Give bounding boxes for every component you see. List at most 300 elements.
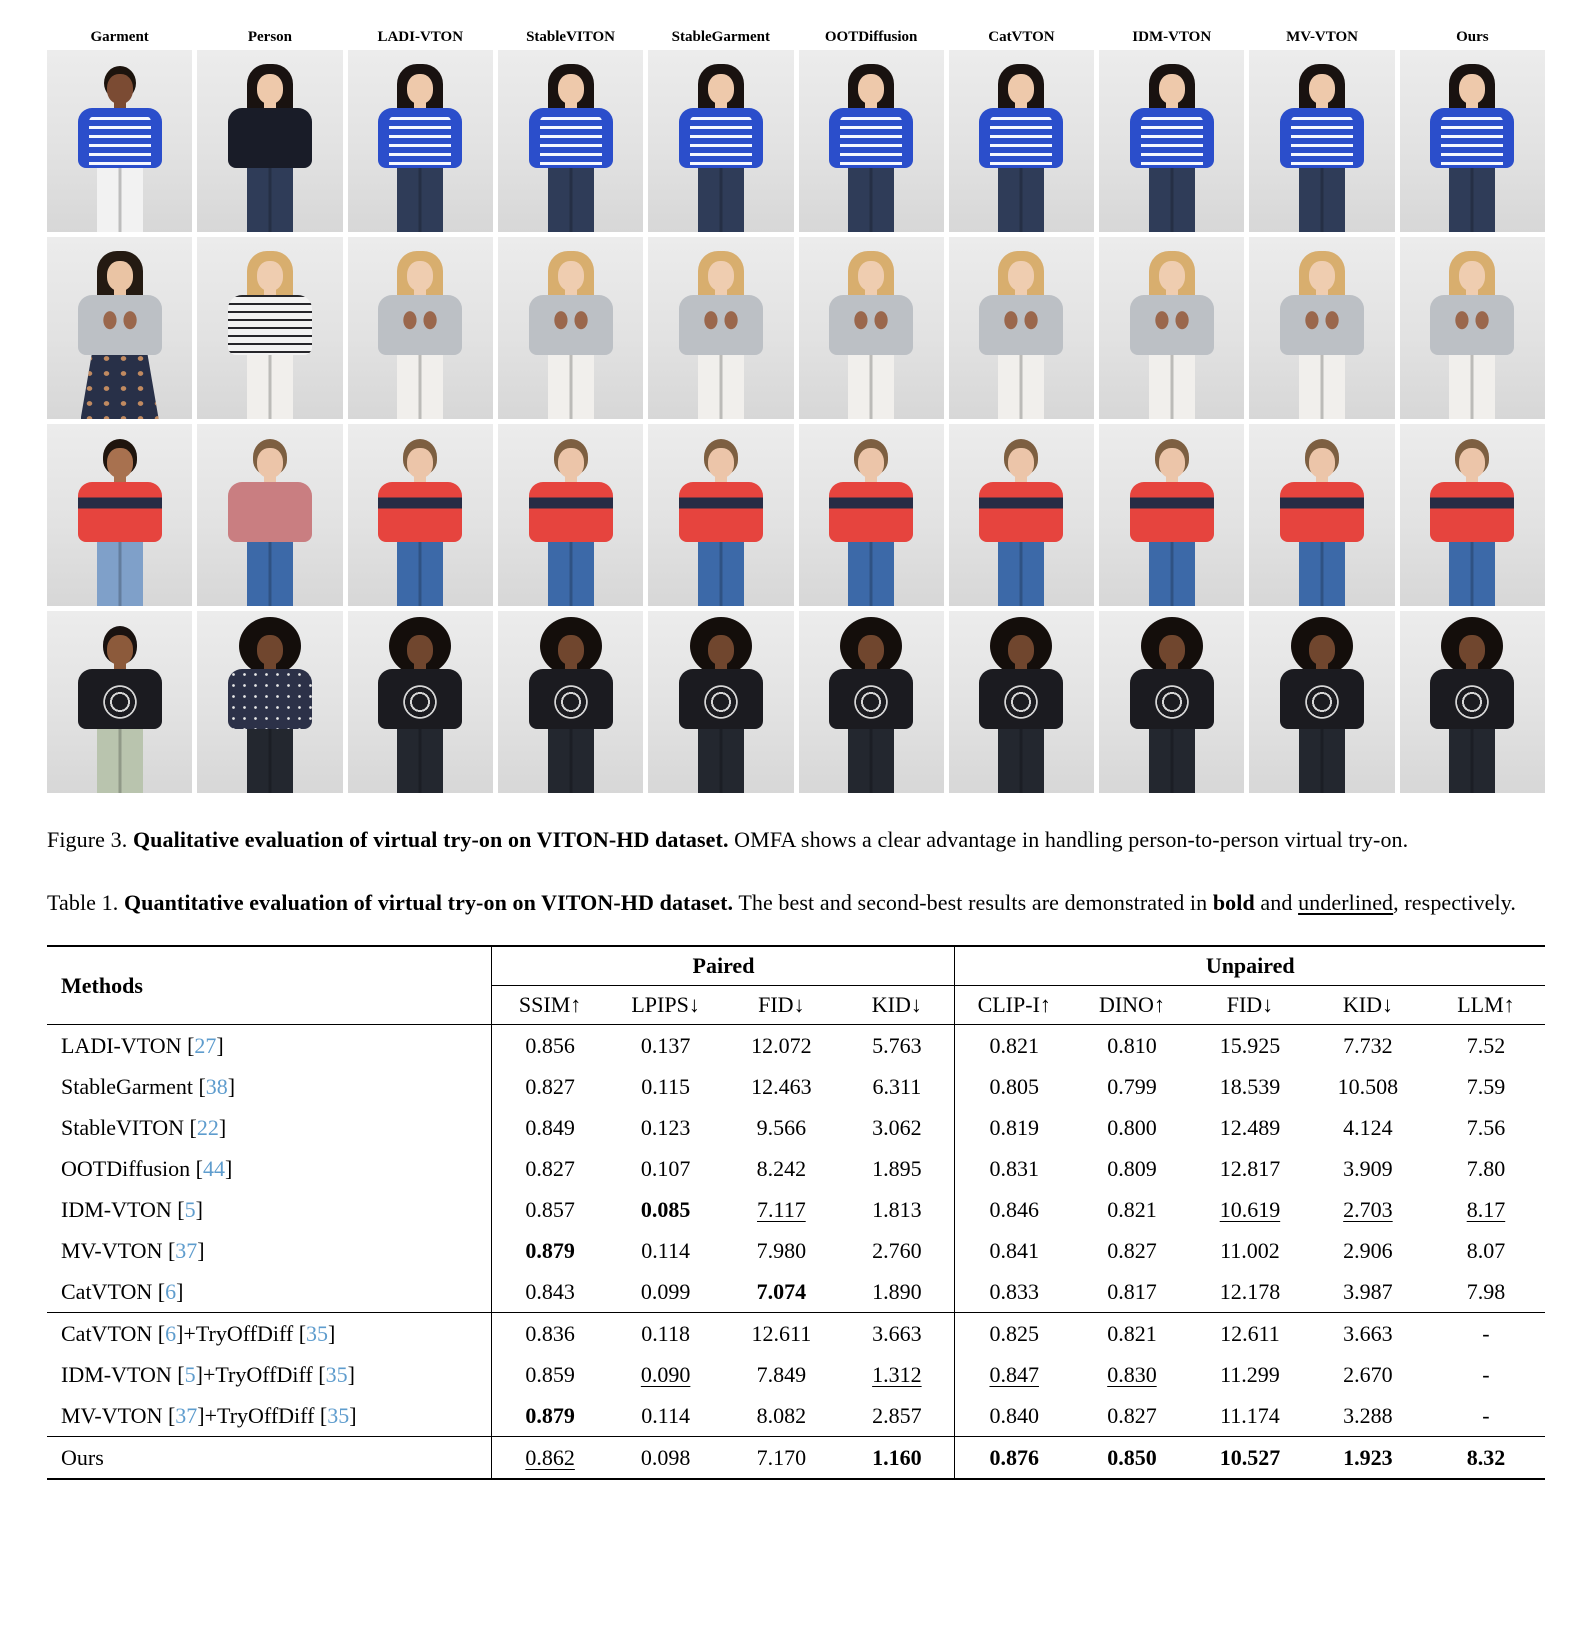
figure-cell-r1c2 [197, 50, 342, 232]
metric-value: 2.703 [1343, 1196, 1393, 1222]
person-shirt [1280, 108, 1364, 168]
metric-value: 2.857 [872, 1402, 922, 1428]
person-head [558, 448, 584, 478]
person-pants [548, 353, 594, 419]
metric-header: FID↓ [723, 986, 839, 1025]
figure-cell-r2c7 [949, 237, 1094, 419]
metric-value: 12.072 [751, 1032, 812, 1058]
person-shirt [1130, 482, 1214, 542]
person-shirt [228, 482, 312, 542]
metric-value: 0.085 [640, 1196, 691, 1222]
figure-cell-r3c5 [648, 424, 793, 606]
caption-segment: Figure 3. [47, 827, 133, 852]
person-shirt [829, 295, 913, 355]
person-pants [698, 166, 744, 232]
person-pants [548, 727, 594, 793]
metric-value: 0.107 [640, 1155, 691, 1181]
table-row [47, 1395, 1545, 1437]
metric-value: 1.813 [872, 1196, 922, 1222]
table-head [47, 946, 1545, 1025]
metric-value: 0.137 [640, 1032, 691, 1058]
metric-value: 6.311 [872, 1073, 922, 1099]
metric-value: 12.463 [751, 1073, 812, 1099]
metric-value: 0.123 [640, 1114, 691, 1140]
metric-value: 0.118 [608, 1313, 724, 1355]
metric-value: 0.821 [955, 1025, 1073, 1067]
person-shirt [1280, 669, 1364, 729]
person-pants [247, 727, 293, 793]
citation-ref: 22 [196, 1114, 219, 1140]
person-head [107, 74, 133, 104]
person-shirt [378, 295, 462, 355]
figure-cell-r1c8 [1099, 50, 1244, 232]
caption-segment: Quantitative evaluation of virtual try-on on VITON-HD dataset. [123, 890, 734, 915]
person-head [1309, 74, 1335, 104]
method-text: ] [224, 1155, 233, 1181]
table-row [47, 1271, 1545, 1313]
method-text: CatVTON [ [61, 1320, 166, 1346]
person-head [1008, 448, 1034, 478]
figure-cell-r2c4 [498, 237, 643, 419]
metric-value: 0.879 [492, 1395, 608, 1437]
figure-cell-r3c8 [1099, 424, 1244, 606]
metric-value: 0.831 [955, 1148, 1073, 1189]
metric-value: 10.508 [1337, 1073, 1399, 1099]
person-head [1309, 635, 1335, 665]
person-pants [1299, 353, 1345, 419]
metric-value: 1.312 [872, 1361, 922, 1387]
metric-value: 0.876 [955, 1437, 1073, 1480]
figure-cell-r4c3 [348, 611, 493, 793]
metric-value: 0.821 [1107, 1196, 1157, 1222]
person-shirt [829, 669, 913, 729]
method-cell [47, 1395, 492, 1437]
person-pants [247, 166, 293, 232]
caption-segment: OMFA shows a clear advantage in handling person-to-person virtual try-on. [728, 827, 1409, 852]
person-head [708, 74, 734, 104]
person-head [1008, 261, 1034, 291]
person-head [1459, 635, 1485, 665]
metric-value: 8.242 [756, 1155, 807, 1181]
person-pants [97, 727, 143, 793]
metric-value: 0.800 [1107, 1114, 1157, 1140]
method-text: MV-VTON [ [61, 1402, 176, 1428]
method-cell [47, 1437, 492, 1480]
person-pants [1149, 353, 1195, 419]
metric-value: 1.923 [1309, 1437, 1427, 1480]
column-label: Person [247, 29, 293, 45]
figure-cell-r2c5 [648, 237, 793, 419]
column-label: IDM-VTON [1132, 29, 1212, 45]
figure-cell-r2c8 [1099, 237, 1244, 419]
method-text: ]+TryOffDiff [ [176, 1320, 307, 1346]
method-text: ] [328, 1320, 336, 1346]
table-row [47, 1148, 1545, 1189]
metric-value: 3.987 [1343, 1278, 1393, 1304]
person-shirt [1430, 108, 1514, 168]
metric-value: 18.539 [1219, 1073, 1281, 1099]
metric-value: 15.925 [1219, 1032, 1281, 1058]
method-text: ] [218, 1114, 227, 1140]
person-shirt [78, 295, 162, 355]
person-shirt [1130, 108, 1214, 168]
column-label: OOTDiffusion [824, 29, 918, 45]
metric-header: KID↓ [1309, 986, 1427, 1025]
method-cell [47, 1313, 492, 1355]
person-head [257, 74, 283, 104]
method-cell [47, 1107, 492, 1148]
metric-value: 7.52 [1466, 1032, 1506, 1058]
figure-cell-r1c3 [348, 50, 493, 232]
metric-value: 0.821 [1073, 1313, 1191, 1355]
figure-cell-r3c6 [799, 424, 944, 606]
person-head [558, 74, 584, 104]
metric-header: KID↓ [839, 986, 955, 1025]
method-cell [47, 1230, 492, 1271]
metric-value: 7.732 [1343, 1032, 1393, 1058]
method-text: LADI-VTON [ [61, 1032, 195, 1058]
figure-cell-r1c1 [47, 50, 192, 232]
metric-value: 0.833 [955, 1271, 1073, 1313]
metric-value: 2.906 [1343, 1237, 1393, 1263]
person-head [407, 448, 433, 478]
metric-value: 0.847 [955, 1354, 1073, 1395]
caption-segment: and [1254, 890, 1299, 915]
person-shirt [378, 482, 462, 542]
metric-value: 7.56 [1466, 1114, 1506, 1140]
person-head [257, 261, 283, 291]
person-shirt [78, 482, 162, 542]
person-pants [97, 540, 143, 606]
method-text: ] [216, 1032, 224, 1058]
figure-cell-r1c7 [949, 50, 1094, 232]
person-head [1459, 448, 1485, 478]
person-shirt [679, 482, 763, 542]
table-row [47, 1107, 1545, 1148]
person-pants [1149, 166, 1195, 232]
person-head [1159, 635, 1185, 665]
column-label: StableGarment [671, 29, 770, 45]
person-shirt [228, 669, 312, 729]
person-shirt [78, 108, 162, 168]
figure-cell-r3c10 [1400, 424, 1545, 606]
citation-ref: 6 [165, 1320, 177, 1346]
method-cell [47, 1189, 492, 1230]
person-shirt [1430, 482, 1514, 542]
method-text: ]+TryOffDiff [ [195, 1361, 326, 1387]
metric-value: 2.670 [1343, 1361, 1393, 1387]
person-pants [698, 727, 744, 793]
metric-value: 8.07 [1466, 1237, 1506, 1263]
person-pants [397, 540, 443, 606]
figure-cell-r3c7 [949, 424, 1094, 606]
figure-cell-r2c1 [47, 237, 192, 419]
citation-ref: 35 [325, 1361, 348, 1387]
metric-value: 0.857 [492, 1189, 608, 1230]
metric-value: 0.805 [955, 1066, 1073, 1107]
table-row [47, 1437, 1545, 1480]
person-head [558, 261, 584, 291]
metric-value: 0.830 [1107, 1361, 1157, 1387]
figure-grid [47, 50, 1545, 793]
caption-segment: The best and second-best results are demonstrated in [733, 890, 1213, 915]
metric-value: 11.299 [1220, 1361, 1280, 1387]
method-cell [47, 1271, 492, 1313]
person-shirt [1130, 669, 1214, 729]
metric-value: 2.760 [872, 1237, 922, 1263]
method-text: StableGarment [ [61, 1073, 206, 1099]
person-shirt [1280, 482, 1364, 542]
person-pants [247, 540, 293, 606]
person-pants [998, 727, 1044, 793]
person-pants [1449, 540, 1495, 606]
person-pants [1449, 166, 1495, 232]
metric-value: 3.288 [1343, 1402, 1393, 1428]
metric-value: 11.174 [1220, 1402, 1280, 1428]
metric-value: 12.489 [1219, 1114, 1281, 1140]
person-pants [247, 353, 293, 419]
metric-value: - [1427, 1313, 1545, 1355]
person-pants [397, 727, 443, 793]
figure-caption [47, 823, 1545, 856]
figure-cell-r3c4 [498, 424, 643, 606]
citation-ref: 6 [165, 1278, 177, 1304]
table-row [47, 1313, 1545, 1355]
group-header-paired: Paired [492, 946, 955, 986]
person-pants [998, 353, 1044, 419]
citation-ref: 37 [175, 1237, 198, 1263]
person-shirt [529, 295, 613, 355]
person-skirt [81, 351, 159, 419]
metric-value: 0.843 [492, 1271, 608, 1313]
figure-cell-r4c8 [1099, 611, 1244, 793]
person-pants [1299, 166, 1345, 232]
person-head [708, 261, 734, 291]
person-shirt [228, 108, 312, 168]
figure-cell-r2c2 [197, 237, 342, 419]
method-text: CatVTON [ [61, 1278, 166, 1304]
person-head [858, 635, 884, 665]
person-head [107, 261, 133, 291]
person-head [257, 635, 283, 665]
method-text: ] [227, 1073, 236, 1099]
metric-value: 0.840 [955, 1395, 1073, 1437]
person-head [1008, 74, 1034, 104]
person-head [1159, 448, 1185, 478]
metric-value: 7.80 [1466, 1155, 1506, 1181]
metric-header: LPIPS↓ [608, 986, 724, 1025]
metric-value: 0.098 [608, 1437, 724, 1480]
table-row [47, 1025, 1545, 1067]
person-shirt [1280, 295, 1364, 355]
group-header-unpaired: Unpaired [955, 946, 1545, 986]
person-head [407, 635, 433, 665]
person-pants [397, 166, 443, 232]
methods-header: Methods [47, 946, 492, 1025]
person-head [1459, 261, 1485, 291]
metric-value: 1.895 [872, 1155, 922, 1181]
metric-value: 0.819 [955, 1107, 1073, 1148]
metric-value: 0.846 [955, 1189, 1073, 1230]
person-head [1459, 74, 1485, 104]
person-head [858, 448, 884, 478]
metric-value: 0.114 [641, 1402, 690, 1428]
table-row [47, 1230, 1545, 1271]
person-head [107, 448, 133, 478]
person-shirt [679, 108, 763, 168]
method-text: ] [347, 1361, 355, 1387]
citation-ref: 5 [184, 1196, 196, 1222]
person-shirt [829, 108, 913, 168]
person-shirt [679, 669, 763, 729]
figure-cell-r1c5 [648, 50, 793, 232]
citation-ref: 38 [205, 1073, 228, 1099]
method-text: ] [176, 1278, 184, 1304]
person-pants [1299, 540, 1345, 606]
person-pants [848, 540, 894, 606]
person-head [107, 635, 133, 665]
person-pants [848, 353, 894, 419]
person-head [257, 448, 283, 478]
metric-value: 12.817 [1219, 1155, 1281, 1181]
person-pants [698, 353, 744, 419]
person-shirt [679, 295, 763, 355]
metric-value: 0.799 [1107, 1073, 1157, 1099]
metric-header: DINO↑ [1073, 986, 1191, 1025]
metric-value: 7.117 [757, 1196, 806, 1222]
person-pants [998, 540, 1044, 606]
person-pants [97, 166, 143, 232]
column-label: Ours [1456, 29, 1489, 45]
table-caption [47, 886, 1545, 919]
person-pants [1149, 727, 1195, 793]
caption-segment: underlined [1298, 890, 1394, 915]
figure-cell-r2c9 [1249, 237, 1394, 419]
person-shirt [979, 669, 1063, 729]
person-shirt [1430, 669, 1514, 729]
metric-value: 0.825 [955, 1313, 1073, 1355]
figure-cell-r3c9 [1249, 424, 1394, 606]
person-head [407, 261, 433, 291]
person-shirt [378, 669, 462, 729]
caption-segment: Table 1. [47, 890, 124, 915]
person-head [407, 74, 433, 104]
metric-header: FID↓ [1191, 986, 1309, 1025]
figure-cell-r2c6 [799, 237, 944, 419]
figure-cell-r2c10 [1400, 237, 1545, 419]
metric-value: 7.074 [756, 1278, 807, 1304]
caption-segment: Qualitative evaluation of virtual try-on on VITON-HD dataset. [132, 827, 729, 852]
metric-header: SSIM↑ [492, 986, 608, 1025]
person-head [1008, 635, 1034, 665]
person-shirt [529, 669, 613, 729]
person-shirt [378, 108, 462, 168]
metric-value: 7.980 [756, 1237, 807, 1263]
metric-value: 0.862 [492, 1437, 608, 1480]
method-text: IDM-VTON [ [61, 1361, 185, 1387]
header-group-row [47, 946, 1545, 986]
metric-value: 5.763 [872, 1032, 922, 1058]
method-text: OOTDiffusion [ [61, 1155, 203, 1181]
figure-cell-r4c10 [1400, 611, 1545, 793]
method-cell [47, 1066, 492, 1107]
metric-value: 0.817 [1107, 1278, 1157, 1304]
metric-value: 0.809 [1107, 1155, 1157, 1181]
metric-value: 3.062 [872, 1114, 922, 1140]
person-shirt [979, 482, 1063, 542]
metric-value: - [1482, 1361, 1490, 1387]
method-cell [47, 1354, 492, 1395]
citation-ref: 5 [184, 1361, 196, 1387]
figure-cell-r1c4 [498, 50, 643, 232]
figure-cell-r3c1 [47, 424, 192, 606]
method-text: ] [195, 1196, 203, 1222]
person-head [858, 74, 884, 104]
figure-column-headers [47, 28, 1545, 46]
person-shirt [529, 108, 613, 168]
metric-value: 0.841 [955, 1230, 1073, 1271]
column-label: StableVITON [526, 29, 615, 45]
metric-value: 0.114 [641, 1237, 690, 1263]
metric-value: 0.115 [641, 1073, 690, 1099]
person-pants [397, 353, 443, 419]
metric-value: 1.890 [872, 1278, 922, 1304]
person-pants [848, 166, 894, 232]
citation-ref: 35 [306, 1320, 329, 1346]
metric-value: 0.827 [492, 1148, 608, 1189]
citation-ref: 27 [194, 1032, 217, 1058]
person-head [708, 448, 734, 478]
figure-cell-r4c1 [47, 611, 192, 793]
method-cell [47, 1148, 492, 1189]
person-shirt [78, 669, 162, 729]
column-label: LADI-VTON [377, 29, 464, 45]
table-row [47, 1066, 1545, 1107]
metrics-table [47, 945, 1545, 1480]
metric-value: 0.810 [1107, 1032, 1157, 1058]
person-shirt [529, 482, 613, 542]
metric-value: 3.663 [839, 1313, 955, 1355]
metric-value: 7.170 [723, 1437, 839, 1480]
person-pants [1449, 727, 1495, 793]
metric-value: 12.611 [1191, 1313, 1309, 1355]
metric-value: 1.160 [839, 1437, 955, 1480]
figure-cell-r4c7 [949, 611, 1094, 793]
person-shirt [979, 108, 1063, 168]
citation-ref: 35 [327, 1402, 350, 1428]
person-head [708, 635, 734, 665]
figure-cell-r4c9 [1249, 611, 1394, 793]
metric-value: 0.879 [492, 1230, 608, 1271]
person-head [858, 261, 884, 291]
person-shirt [979, 295, 1063, 355]
person-pants [548, 166, 594, 232]
method-text: ]+TryOffDiff [ [197, 1402, 328, 1428]
column-label: CatVTON [988, 29, 1055, 45]
metric-value: 11.002 [1220, 1237, 1280, 1263]
table-row [47, 1354, 1545, 1395]
table-body [47, 1025, 1545, 1480]
person-head [558, 635, 584, 665]
metric-value: 0.850 [1073, 1437, 1191, 1480]
metric-value: 3.909 [1343, 1155, 1393, 1181]
metric-value: 0.827 [492, 1066, 608, 1107]
method-cell [47, 1025, 492, 1067]
person-shirt [1430, 295, 1514, 355]
metric-value: 8.082 [756, 1402, 807, 1428]
citation-ref: 37 [175, 1402, 198, 1428]
figure-cell-r1c9 [1249, 50, 1394, 232]
